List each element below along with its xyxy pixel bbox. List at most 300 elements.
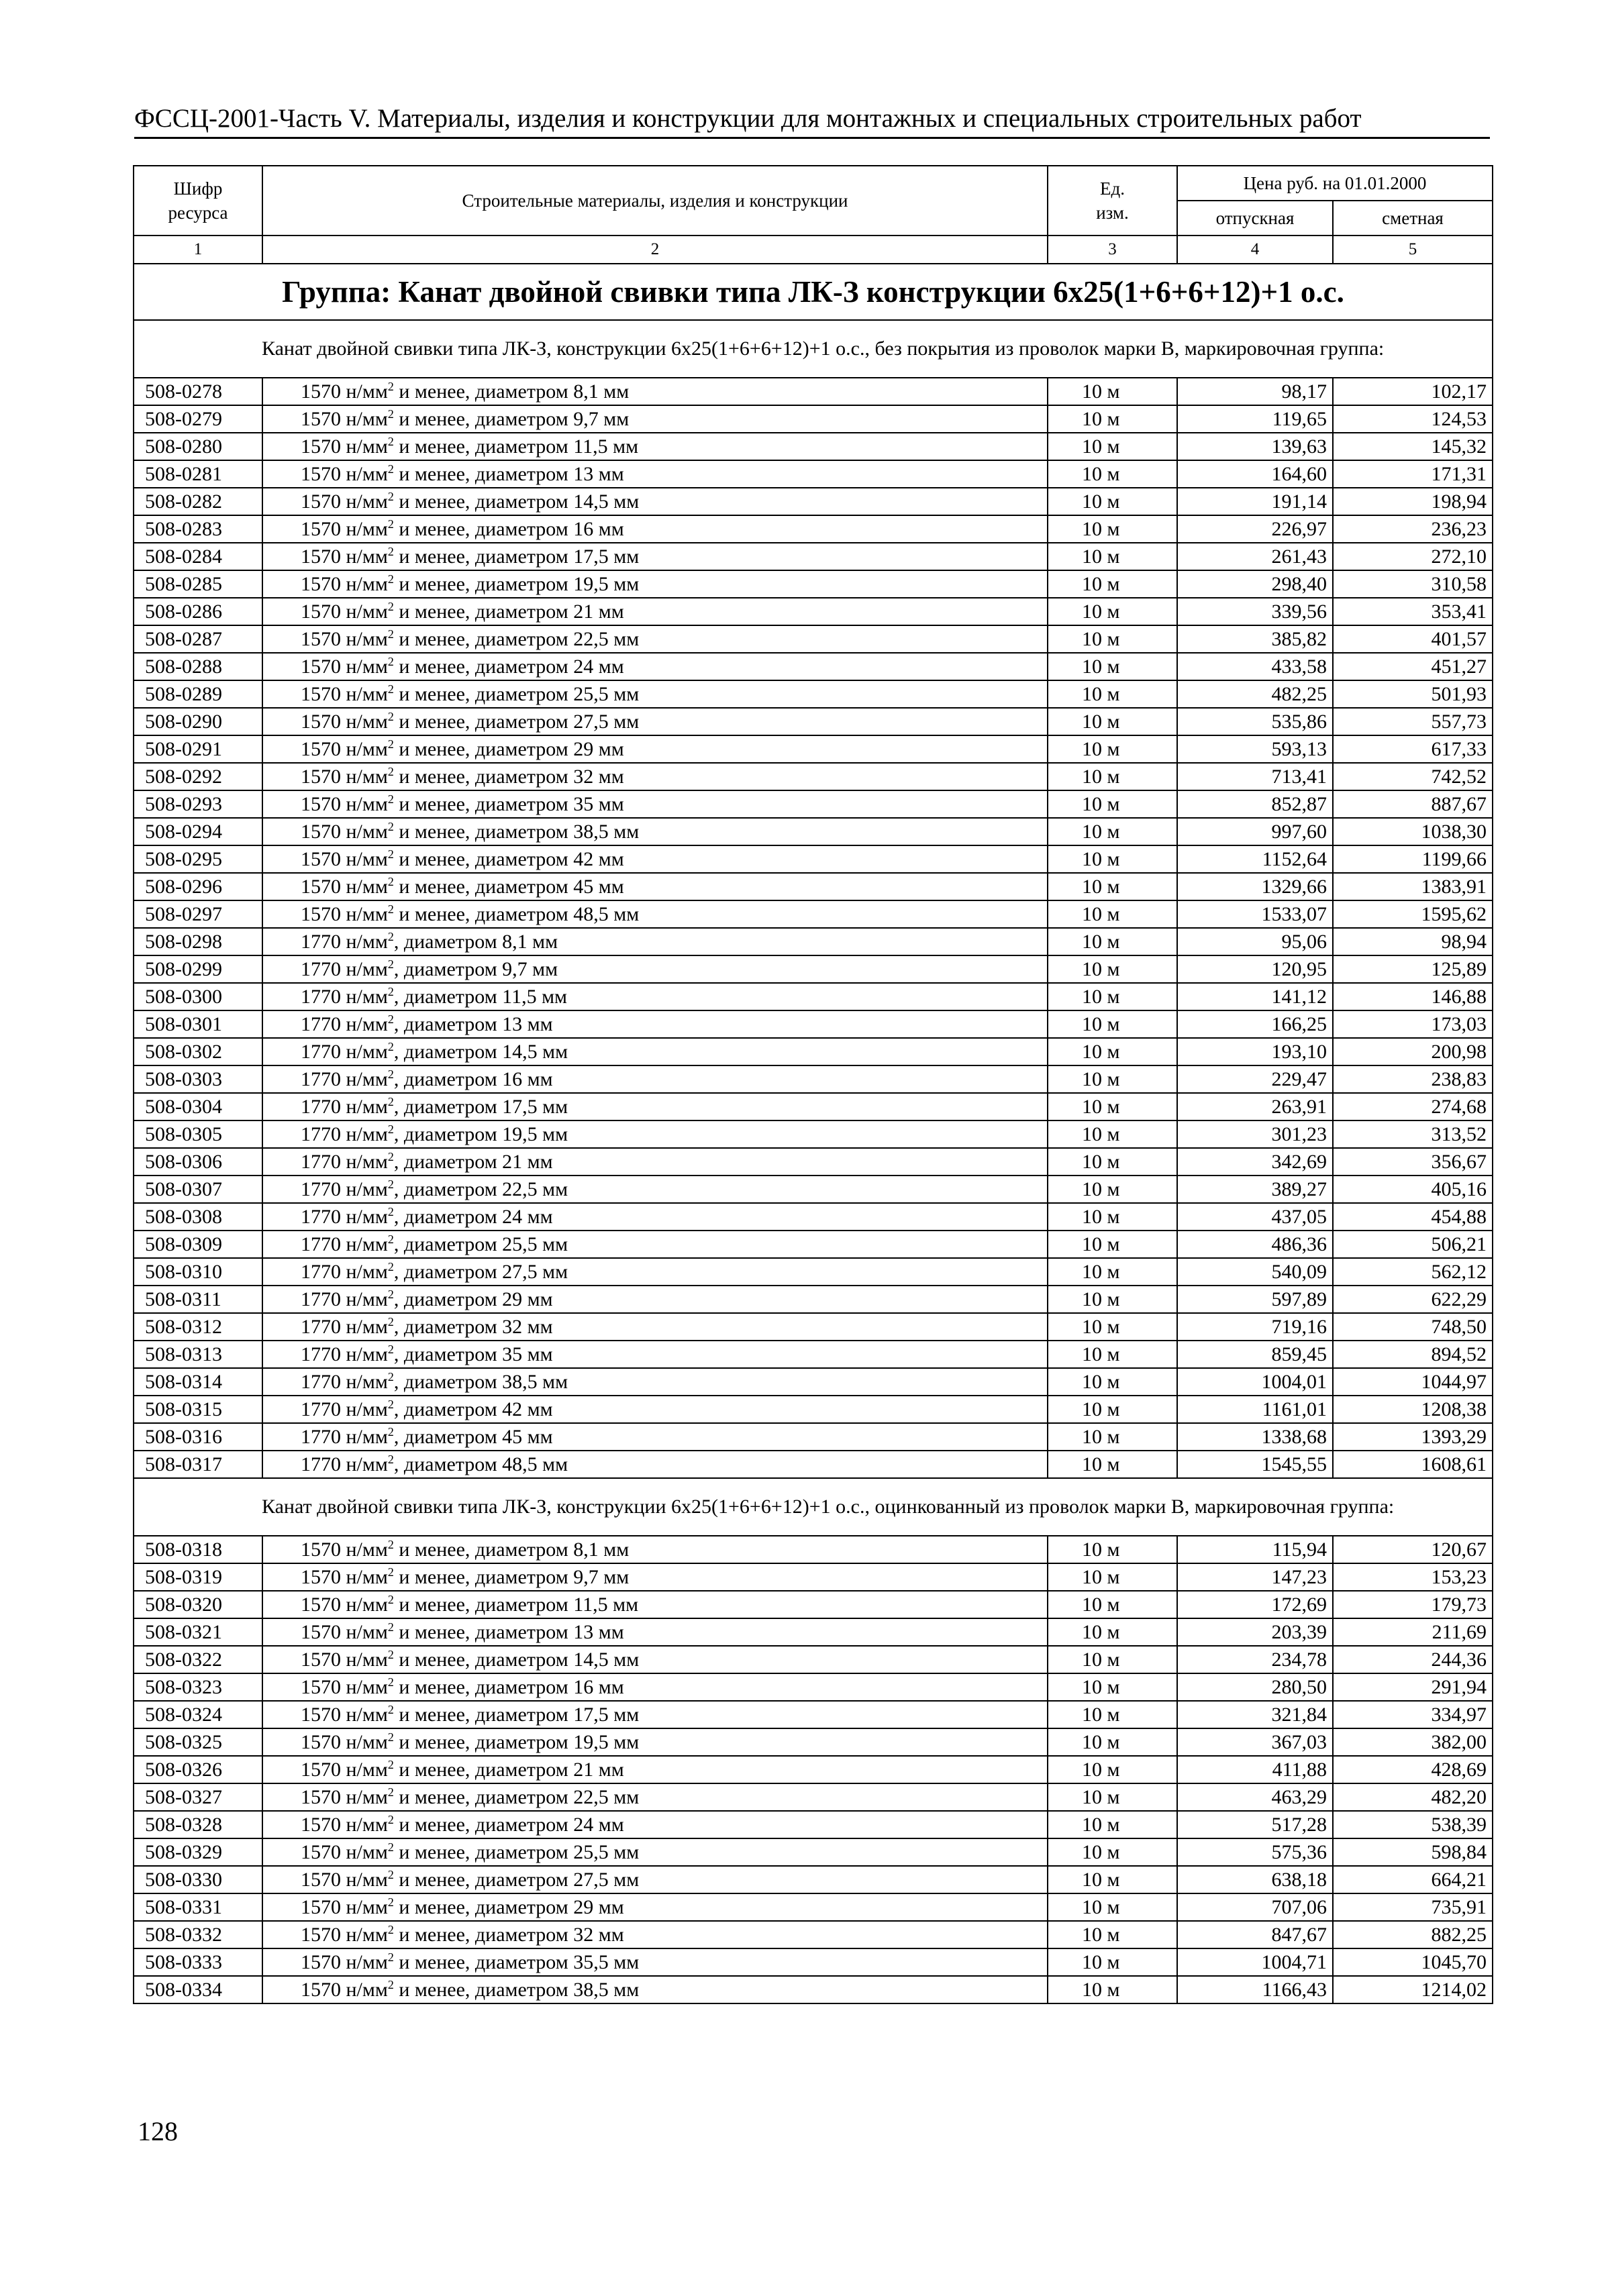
table-row bbox=[134, 378, 1493, 405]
price-wholesale: 301,23 bbox=[1177, 1120, 1333, 1148]
price-estimate: 1044,97 bbox=[1333, 1368, 1493, 1396]
resource-code: 508-0279 bbox=[134, 405, 262, 433]
table-row bbox=[134, 1563, 1493, 1591]
price-wholesale: 463,29 bbox=[1177, 1783, 1333, 1811]
price-estimate: 562,12 bbox=[1333, 1258, 1493, 1286]
price-wholesale: 997,60 bbox=[1177, 818, 1333, 845]
price-wholesale: 119,65 bbox=[1177, 405, 1333, 433]
table-row bbox=[134, 873, 1493, 900]
price-wholesale: 172,69 bbox=[1177, 1591, 1333, 1618]
resource-code: 508-0300 bbox=[134, 983, 262, 1010]
table-row bbox=[134, 1396, 1493, 1423]
price-estimate: 120,67 bbox=[1333, 1536, 1493, 1563]
price-wholesale: 321,84 bbox=[1177, 1701, 1333, 1728]
price-estimate: 334,97 bbox=[1333, 1701, 1493, 1728]
price-estimate: 146,88 bbox=[1333, 983, 1493, 1010]
unit-of-measure: 10 м bbox=[1048, 1838, 1177, 1866]
price-wholesale: 597,89 bbox=[1177, 1286, 1333, 1313]
table-body bbox=[134, 320, 1493, 2003]
price-estimate: 882,25 bbox=[1333, 1921, 1493, 1948]
price-wholesale: 147,23 bbox=[1177, 1563, 1333, 1591]
price-wholesale: 95,06 bbox=[1177, 928, 1333, 955]
price-estimate: 557,73 bbox=[1333, 708, 1493, 735]
unit-of-measure: 10 м bbox=[1048, 1451, 1177, 1478]
material-name: 1770 $н/мм^2$, диаметром 29 мм bbox=[262, 1286, 1048, 1313]
material-name: 1570 $н/мм^2$ и менее, диаметром 25,5 мм bbox=[262, 1838, 1048, 1866]
price-estimate: 1199,66 bbox=[1333, 845, 1493, 873]
material-name: 1570 $н/мм^2$ и менее, диаметром 11,5 мм bbox=[262, 433, 1048, 460]
price-wholesale: 234,78 bbox=[1177, 1646, 1333, 1673]
unit-of-measure: 10 м bbox=[1048, 405, 1177, 433]
resource-code: 508-0304 bbox=[134, 1093, 262, 1120]
resource-code: 508-0297 bbox=[134, 900, 262, 928]
page-number: 128 bbox=[138, 2116, 178, 2146]
unit-of-measure: 10 м bbox=[1048, 1893, 1177, 1921]
unit-of-measure: 10 м bbox=[1048, 1976, 1177, 2003]
table-row bbox=[134, 1065, 1493, 1093]
price-estimate: 356,67 bbox=[1333, 1148, 1493, 1176]
resource-code: 508-0307 bbox=[134, 1176, 262, 1203]
price-wholesale: 575,36 bbox=[1177, 1838, 1333, 1866]
resource-code: 508-0313 bbox=[134, 1341, 262, 1368]
resource-code: 508-0319 bbox=[134, 1563, 262, 1591]
price-estimate: 506,21 bbox=[1333, 1231, 1493, 1258]
price-estimate: 102,17 bbox=[1333, 378, 1493, 405]
table-row bbox=[134, 1921, 1493, 1948]
resource-code: 508-0305 bbox=[134, 1120, 262, 1148]
price-estimate: 353,41 bbox=[1333, 598, 1493, 625]
unit-of-measure: 10 м bbox=[1048, 900, 1177, 928]
price-estimate: 664,21 bbox=[1333, 1866, 1493, 1893]
unit-of-measure: 10 м bbox=[1048, 653, 1177, 680]
price-wholesale: 229,47 bbox=[1177, 1065, 1333, 1093]
price-estimate: 1393,29 bbox=[1333, 1423, 1493, 1451]
resource-code: 508-0315 bbox=[134, 1396, 262, 1423]
unit-of-measure: 10 м bbox=[1048, 543, 1177, 570]
resource-code: 508-0293 bbox=[134, 790, 262, 818]
price-wholesale: 1329,66 bbox=[1177, 873, 1333, 900]
resource-code: 508-0306 bbox=[134, 1148, 262, 1176]
price-estimate: 272,10 bbox=[1333, 543, 1493, 570]
unit-of-measure: 10 м bbox=[1048, 1423, 1177, 1451]
unit-of-measure: 10 м bbox=[1048, 1563, 1177, 1591]
price-estimate: 735,91 bbox=[1333, 1893, 1493, 1921]
price-wholesale: 1152,64 bbox=[1177, 845, 1333, 873]
price-wholesale: 261,43 bbox=[1177, 543, 1333, 570]
price-wholesale: 339,56 bbox=[1177, 598, 1333, 625]
price-estimate: 482,20 bbox=[1333, 1783, 1493, 1811]
price-wholesale: 1004,71 bbox=[1177, 1948, 1333, 1976]
material-name: 1770 $н/мм^2$, диаметром 24 мм bbox=[262, 1203, 1048, 1231]
price-wholesale: 226,97 bbox=[1177, 515, 1333, 543]
unit-of-measure: 10 м bbox=[1048, 1176, 1177, 1203]
table-row bbox=[134, 1811, 1493, 1838]
material-name: 1770 $н/мм^2$, диаметром 48,5 мм bbox=[262, 1451, 1048, 1478]
table-row bbox=[134, 1838, 1493, 1866]
price-estimate: 274,68 bbox=[1333, 1093, 1493, 1120]
price-estimate: 894,52 bbox=[1333, 1341, 1493, 1368]
price-estimate: 313,52 bbox=[1333, 1120, 1493, 1148]
resource-code: 508-0327 bbox=[134, 1783, 262, 1811]
table-row bbox=[134, 1148, 1493, 1176]
unit-of-measure: 10 м bbox=[1048, 1646, 1177, 1673]
material-name: 1770 $н/мм^2$, диаметром 16 мм bbox=[262, 1065, 1048, 1093]
material-name: 1770 $н/мм^2$, диаметром 13 мм bbox=[262, 1010, 1048, 1038]
column-number: 3 bbox=[1048, 236, 1177, 264]
table-row bbox=[134, 845, 1493, 873]
table-row bbox=[134, 1866, 1493, 1893]
material-name: 1570 $н/мм^2$ и менее, диаметром 45 мм bbox=[262, 873, 1048, 900]
price-estimate: 501,93 bbox=[1333, 680, 1493, 708]
header-materials: Строительные материалы, изделия и конструкции bbox=[262, 166, 1048, 236]
price-estimate: 382,00 bbox=[1333, 1728, 1493, 1756]
resource-code: 508-0324 bbox=[134, 1701, 262, 1728]
table-row bbox=[134, 790, 1493, 818]
price-wholesale: 203,39 bbox=[1177, 1618, 1333, 1646]
price-wholesale: 191,14 bbox=[1177, 488, 1333, 515]
material-name: 1570 $н/мм^2$ и менее, диаметром 29 мм bbox=[262, 1893, 1048, 1921]
table-row bbox=[134, 1536, 1493, 1563]
unit-of-measure: 10 м bbox=[1048, 1396, 1177, 1423]
resource-code: 508-0328 bbox=[134, 1811, 262, 1838]
resource-code: 508-0280 bbox=[134, 433, 262, 460]
material-name: 1570 $н/мм^2$ и менее, диаметром 13 мм bbox=[262, 1618, 1048, 1646]
price-estimate: 742,52 bbox=[1333, 763, 1493, 790]
resource-code: 508-0301 bbox=[134, 1010, 262, 1038]
unit-of-measure: 10 м bbox=[1048, 1701, 1177, 1728]
price-estimate: 125,89 bbox=[1333, 955, 1493, 983]
price-wholesale: 164,60 bbox=[1177, 460, 1333, 488]
unit-of-measure: 10 м bbox=[1048, 1065, 1177, 1093]
unit-of-measure: 10 м bbox=[1048, 1010, 1177, 1038]
resource-code: 508-0302 bbox=[134, 1038, 262, 1065]
material-name: 1570 $н/мм^2$ и менее, диаметром 27,5 мм bbox=[262, 1866, 1048, 1893]
resource-code: 508-0295 bbox=[134, 845, 262, 873]
table-row bbox=[134, 653, 1493, 680]
resource-code: 508-0308 bbox=[134, 1203, 262, 1231]
price-estimate: 598,84 bbox=[1333, 1838, 1493, 1866]
price-estimate: 887,67 bbox=[1333, 790, 1493, 818]
price-wholesale: 1533,07 bbox=[1177, 900, 1333, 928]
resource-code: 508-0286 bbox=[134, 598, 262, 625]
unit-of-measure: 10 м bbox=[1048, 818, 1177, 845]
price-estimate: 98,94 bbox=[1333, 928, 1493, 955]
section-description-row bbox=[134, 1478, 1493, 1536]
resource-code: 508-0310 bbox=[134, 1258, 262, 1286]
unit-of-measure: 10 м bbox=[1048, 433, 1177, 460]
resource-code: 508-0334 bbox=[134, 1976, 262, 2003]
price-wholesale: 385,82 bbox=[1177, 625, 1333, 653]
table-row bbox=[134, 570, 1493, 598]
price-estimate: 198,94 bbox=[1333, 488, 1493, 515]
table-row bbox=[134, 818, 1493, 845]
resource-code: 508-0322 bbox=[134, 1646, 262, 1673]
price-wholesale: 280,50 bbox=[1177, 1673, 1333, 1701]
material-name: 1570 $н/мм^2$ и менее, диаметром 25,5 мм bbox=[262, 680, 1048, 708]
resource-code: 508-0326 bbox=[134, 1756, 262, 1783]
table-row bbox=[134, 763, 1493, 790]
price-wholesale: 713,41 bbox=[1177, 763, 1333, 790]
unit-of-measure: 10 м bbox=[1048, 1120, 1177, 1148]
price-wholesale: 707,06 bbox=[1177, 1893, 1333, 1921]
price-wholesale: 263,91 bbox=[1177, 1093, 1333, 1120]
material-name: 1770 $н/мм^2$, диаметром 14,5 мм bbox=[262, 1038, 1048, 1065]
unit-of-measure: 10 м bbox=[1048, 1618, 1177, 1646]
header-unit: Ед. изм. bbox=[1048, 166, 1177, 236]
price-wholesale: 859,45 bbox=[1177, 1341, 1333, 1368]
unit-of-measure: 10 м bbox=[1048, 1728, 1177, 1756]
material-name: 1570 $н/мм^2$ и менее, диаметром 48,5 мм bbox=[262, 900, 1048, 928]
table-row bbox=[134, 1591, 1493, 1618]
resource-code: 508-0296 bbox=[134, 873, 262, 900]
unit-of-measure: 10 м bbox=[1048, 598, 1177, 625]
table-row bbox=[134, 1673, 1493, 1701]
price-wholesale: 1166,43 bbox=[1177, 1976, 1333, 2003]
unit-of-measure: 10 м bbox=[1048, 1811, 1177, 1838]
material-name: 1770 $н/мм^2$, диаметром 22,5 мм bbox=[262, 1176, 1048, 1203]
unit-of-measure: 10 м bbox=[1048, 983, 1177, 1010]
resource-code: 508-0290 bbox=[134, 708, 262, 735]
price-estimate: 145,32 bbox=[1333, 433, 1493, 460]
price-wholesale: 411,88 bbox=[1177, 1756, 1333, 1783]
material-name: 1570 $н/мм^2$ и менее, диаметром 11,5 мм bbox=[262, 1591, 1048, 1618]
price-estimate: 1038,30 bbox=[1333, 818, 1493, 845]
resource-code: 508-0303 bbox=[134, 1065, 262, 1093]
material-name: 1570 $н/мм^2$ и менее, диаметром 27,5 мм bbox=[262, 708, 1048, 735]
price-wholesale: 852,87 bbox=[1177, 790, 1333, 818]
price-estimate: 244,36 bbox=[1333, 1646, 1493, 1673]
table-row bbox=[134, 1618, 1493, 1646]
price-wholesale: 1161,01 bbox=[1177, 1396, 1333, 1423]
material-name: 1570 $н/мм^2$ и менее, диаметром 14,5 мм bbox=[262, 488, 1048, 515]
resource-code: 508-0309 bbox=[134, 1231, 262, 1258]
table-row bbox=[134, 1423, 1493, 1451]
material-name: 1770 $н/мм^2$, диаметром 27,5 мм bbox=[262, 1258, 1048, 1286]
resource-code: 508-0298 bbox=[134, 928, 262, 955]
resource-code: 508-0281 bbox=[134, 460, 262, 488]
material-name: 1770 $н/мм^2$, диаметром 45 мм bbox=[262, 1423, 1048, 1451]
table-row bbox=[134, 983, 1493, 1010]
unit-of-measure: 10 м bbox=[1048, 1921, 1177, 1948]
table-row bbox=[134, 1728, 1493, 1756]
material-name: 1770 $н/мм^2$, диаметром 21 мм bbox=[262, 1148, 1048, 1176]
material-name: 1570 $н/мм^2$ и менее, диаметром 29 мм bbox=[262, 735, 1048, 763]
price-estimate: 1214,02 bbox=[1333, 1976, 1493, 2003]
table-row bbox=[134, 625, 1493, 653]
resource-code: 508-0294 bbox=[134, 818, 262, 845]
section-description: Канат двойной свивки типа ЛК-З, конструкции 6х25(1+6+6+12)+1 о.с., без покрытия из проволок марки В, маркировочная группа: bbox=[262, 337, 1385, 360]
price-wholesale: 1545,55 bbox=[1177, 1451, 1333, 1478]
unit-of-measure: 10 м bbox=[1048, 1536, 1177, 1563]
resource-code: 508-0323 bbox=[134, 1673, 262, 1701]
unit-of-measure: 10 м bbox=[1048, 378, 1177, 405]
price-wholesale: 638,18 bbox=[1177, 1866, 1333, 1893]
material-name: 1570 $н/мм^2$ и менее, диаметром 16 мм bbox=[262, 515, 1048, 543]
unit-of-measure: 10 м bbox=[1048, 1341, 1177, 1368]
unit-of-measure: 10 м bbox=[1048, 708, 1177, 735]
header-estimate: сметная bbox=[1333, 201, 1493, 236]
price-estimate: 1383,91 bbox=[1333, 873, 1493, 900]
section-description-cell bbox=[134, 1478, 1493, 1536]
material-name: 1570 $н/мм^2$ и менее, диаметром 38,5 мм bbox=[262, 1976, 1048, 2003]
material-name: 1570 $н/мм^2$ и менее, диаметром 19,5 мм bbox=[262, 570, 1048, 598]
resource-code: 508-0287 bbox=[134, 625, 262, 653]
material-name: 1770 $н/мм^2$, диаметром 32 мм bbox=[262, 1313, 1048, 1341]
table-row bbox=[134, 1783, 1493, 1811]
unit-of-measure: 10 м bbox=[1048, 680, 1177, 708]
unit-of-measure: 10 м bbox=[1048, 735, 1177, 763]
resource-code: 508-0318 bbox=[134, 1536, 262, 1563]
material-name: 1770 $н/мм^2$, диаметром 25,5 мм bbox=[262, 1231, 1048, 1258]
table-row bbox=[134, 955, 1493, 983]
section-description-row bbox=[134, 320, 1493, 378]
price-wholesale: 389,27 bbox=[1177, 1176, 1333, 1203]
price-wholesale: 847,67 bbox=[1177, 1921, 1333, 1948]
unit-of-measure: 10 м bbox=[1048, 955, 1177, 983]
price-wholesale: 342,69 bbox=[1177, 1148, 1333, 1176]
resource-code: 508-0321 bbox=[134, 1618, 262, 1646]
section-description-cell bbox=[134, 320, 1493, 378]
column-number: 5 bbox=[1333, 236, 1493, 264]
unit-of-measure: 10 м bbox=[1048, 625, 1177, 653]
resource-code: 508-0291 bbox=[134, 735, 262, 763]
price-wholesale: 166,25 bbox=[1177, 1010, 1333, 1038]
unit-of-measure: 10 м bbox=[1048, 1231, 1177, 1258]
table-row bbox=[134, 543, 1493, 570]
material-name: 1570 $н/мм^2$ и менее, диаметром 8,1 мм bbox=[262, 1536, 1048, 1563]
price-estimate: 401,57 bbox=[1333, 625, 1493, 653]
material-name: 1570 $н/мм^2$ и менее, диаметром 9,7 мм bbox=[262, 1563, 1048, 1591]
resource-code: 508-0325 bbox=[134, 1728, 262, 1756]
price-wholesale: 141,12 bbox=[1177, 983, 1333, 1010]
unit-of-measure: 10 м bbox=[1048, 1258, 1177, 1286]
table-row bbox=[134, 1646, 1493, 1673]
material-name: 1570 $н/мм^2$ и менее, диаметром 24 мм bbox=[262, 653, 1048, 680]
resource-code: 508-0320 bbox=[134, 1591, 262, 1618]
unit-of-measure: 10 м bbox=[1048, 928, 1177, 955]
unit-of-measure: 10 м bbox=[1048, 1313, 1177, 1341]
price-estimate: 1045,70 bbox=[1333, 1948, 1493, 1976]
unit-of-measure: 10 м bbox=[1048, 845, 1177, 873]
price-estimate: 200,98 bbox=[1333, 1038, 1493, 1065]
material-name: 1570 $н/мм^2$ и менее, диаметром 35 мм bbox=[262, 790, 1048, 818]
table-row bbox=[134, 1893, 1493, 1921]
table-row bbox=[134, 1341, 1493, 1368]
price-wholesale: 486,36 bbox=[1177, 1231, 1333, 1258]
price-estimate: 617,33 bbox=[1333, 735, 1493, 763]
resource-code: 508-0332 bbox=[134, 1921, 262, 1948]
table-row bbox=[134, 708, 1493, 735]
price-estimate: 238,83 bbox=[1333, 1065, 1493, 1093]
price-wholesale: 593,13 bbox=[1177, 735, 1333, 763]
price-estimate: 622,29 bbox=[1333, 1286, 1493, 1313]
table-row bbox=[134, 1701, 1493, 1728]
unit-of-measure: 10 м bbox=[1048, 1038, 1177, 1065]
material-name: 1570 $н/мм^2$ и менее, диаметром 21 мм bbox=[262, 598, 1048, 625]
unit-of-measure: 10 м bbox=[1048, 763, 1177, 790]
material-name: 1770 $н/мм^2$, диаметром 8,1 мм bbox=[262, 928, 1048, 955]
table-row bbox=[134, 1948, 1493, 1976]
table-row bbox=[134, 515, 1493, 543]
price-wholesale: 115,94 bbox=[1177, 1536, 1333, 1563]
header-code: Шифр ресурса bbox=[134, 166, 262, 236]
price-estimate: 454,88 bbox=[1333, 1203, 1493, 1231]
price-wholesale: 1338,68 bbox=[1177, 1423, 1333, 1451]
unit-of-measure: 10 м bbox=[1048, 488, 1177, 515]
material-name: 1570 $н/мм^2$ и менее, диаметром 42 мм bbox=[262, 845, 1048, 873]
price-wholesale: 517,28 bbox=[1177, 1811, 1333, 1838]
price-estimate: 748,50 bbox=[1333, 1313, 1493, 1341]
unit-of-measure: 10 м bbox=[1048, 1783, 1177, 1811]
material-name: 1570 $н/мм^2$ и менее, диаметром 38,5 мм bbox=[262, 818, 1048, 845]
table-row bbox=[134, 1231, 1493, 1258]
resource-code: 508-0292 bbox=[134, 763, 262, 790]
table-row bbox=[134, 928, 1493, 955]
price-wholesale: 719,16 bbox=[1177, 1313, 1333, 1341]
table-row bbox=[134, 680, 1493, 708]
material-name: 1770 $н/мм^2$, диаметром 35 мм bbox=[262, 1341, 1048, 1368]
column-number: 4 bbox=[1177, 236, 1333, 264]
material-name: 1570 $н/мм^2$ и менее, диаметром 13 мм bbox=[262, 460, 1048, 488]
unit-of-measure: 10 м bbox=[1048, 873, 1177, 900]
price-estimate: 173,03 bbox=[1333, 1010, 1493, 1038]
unit-of-measure: 10 м bbox=[1048, 1368, 1177, 1396]
price-table bbox=[133, 165, 1493, 2004]
page-header-title: ФССЦ-2001-Часть V. Материалы, изделия и конструкции для монтажных и специальных строительных работ bbox=[134, 101, 1490, 139]
material-name: 1570 $н/мм^2$ и менее, диаметром 21 мм bbox=[262, 1756, 1048, 1783]
unit-of-measure: 10 м bbox=[1048, 790, 1177, 818]
resource-code: 508-0285 bbox=[134, 570, 262, 598]
table-row bbox=[134, 1203, 1493, 1231]
price-estimate: 405,16 bbox=[1333, 1176, 1493, 1203]
resource-code: 508-0316 bbox=[134, 1423, 262, 1451]
section-description: Канат двойной свивки типа ЛК-З, конструкции 6х25(1+6+6+12)+1 о.с., оцинкованный из проволок марки В, маркировочная группа: bbox=[262, 1496, 1395, 1518]
unit-of-measure: 10 м bbox=[1048, 1203, 1177, 1231]
unit-of-measure: 10 м bbox=[1048, 1148, 1177, 1176]
unit-of-measure: 10 м bbox=[1048, 515, 1177, 543]
material-name: 1770 $н/мм^2$, диаметром 11,5 мм bbox=[262, 983, 1048, 1010]
table-row bbox=[134, 1010, 1493, 1038]
material-name: 1570 $н/мм^2$ и менее, диаметром 22,5 мм bbox=[262, 625, 1048, 653]
table-row bbox=[134, 433, 1493, 460]
table-row bbox=[134, 1368, 1493, 1396]
material-name: 1570 $н/мм^2$ и менее, диаметром 9,7 мм bbox=[262, 405, 1048, 433]
resource-code: 508-0329 bbox=[134, 1838, 262, 1866]
unit-of-measure: 10 м bbox=[1048, 460, 1177, 488]
price-estimate: 451,27 bbox=[1333, 653, 1493, 680]
table-row bbox=[134, 1976, 1493, 2003]
price-wholesale: 437,05 bbox=[1177, 1203, 1333, 1231]
price-estimate: 1595,62 bbox=[1333, 900, 1493, 928]
price-wholesale: 367,03 bbox=[1177, 1728, 1333, 1756]
price-estimate: 153,23 bbox=[1333, 1563, 1493, 1591]
resource-code: 508-0299 bbox=[134, 955, 262, 983]
resource-code: 508-0312 bbox=[134, 1313, 262, 1341]
resource-code: 508-0283 bbox=[134, 515, 262, 543]
price-wholesale: 433,58 bbox=[1177, 653, 1333, 680]
price-estimate: 1208,38 bbox=[1333, 1396, 1493, 1423]
resource-code: 508-0278 bbox=[134, 378, 262, 405]
table-row bbox=[134, 1313, 1493, 1341]
unit-of-measure: 10 м bbox=[1048, 1286, 1177, 1313]
material-name: 1570 $н/мм^2$ и менее, диаметром 35,5 мм bbox=[262, 1948, 1048, 1976]
price-estimate: 538,39 bbox=[1333, 1811, 1493, 1838]
resource-code: 508-0284 bbox=[134, 543, 262, 570]
column-number: 1 bbox=[134, 236, 262, 264]
table-row bbox=[134, 1093, 1493, 1120]
resource-code: 508-0282 bbox=[134, 488, 262, 515]
table-row bbox=[134, 1451, 1493, 1478]
